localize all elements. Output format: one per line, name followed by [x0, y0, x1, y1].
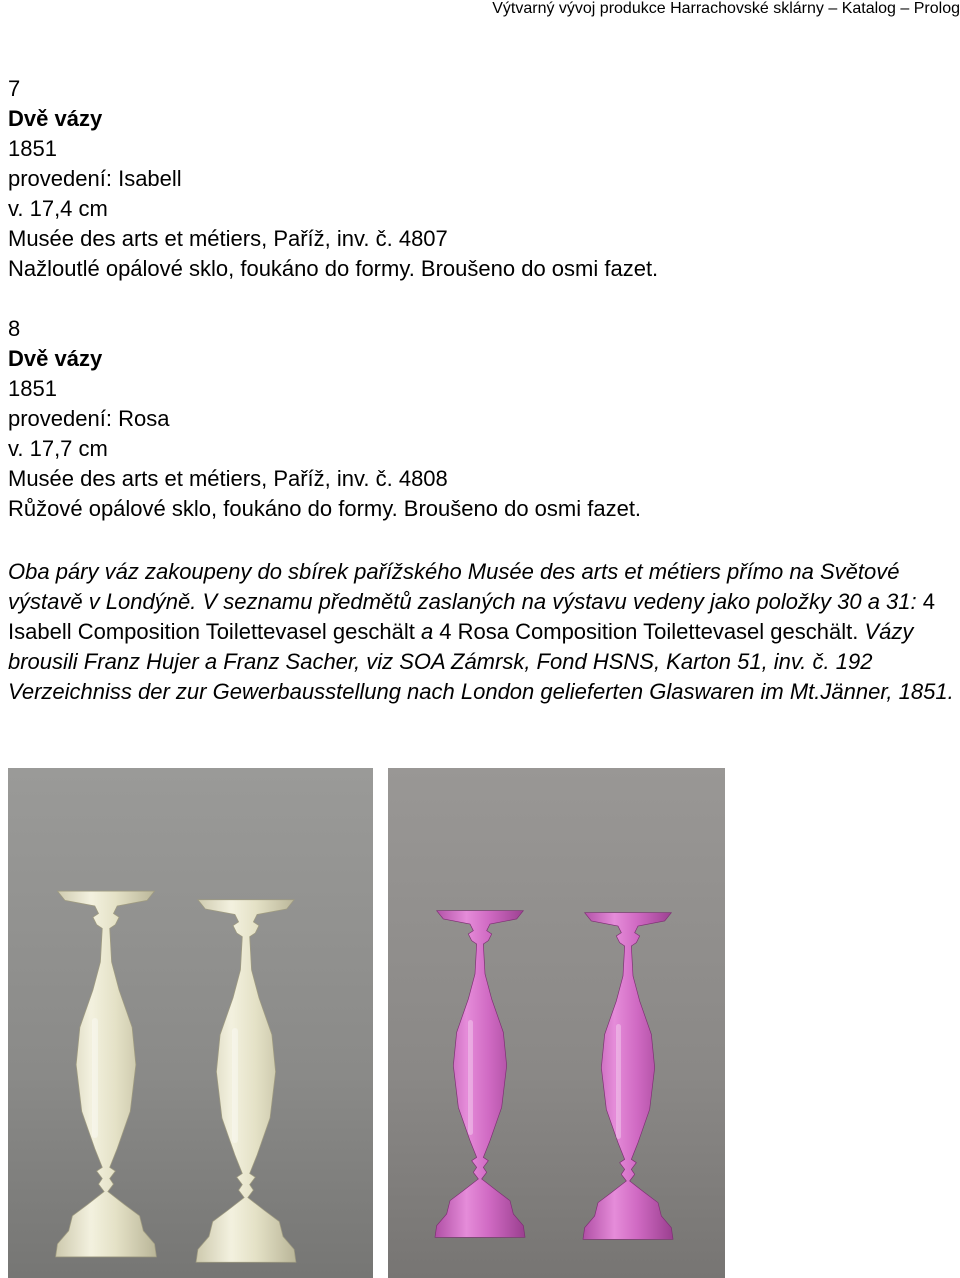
note-text: Vázy brousili Franz Hujer a Franz Sacher, viz SOA Zámrsk, Fond HSNS, Karton 51, inv. č. 192 Verzeichniss der zur Gewerbausstellung nach London gelieferten Glaswaren im Mt.Jänner, 1851. [8, 619, 954, 704]
entry-year: 1851 [8, 136, 57, 161]
provenance-note [8, 557, 958, 707]
note-quote-isabell: 4 Isabell Composition Toilettevasel geschält [8, 589, 935, 644]
entry-title: Dvě vázy [8, 346, 103, 371]
note-text: a [414, 619, 440, 644]
photo-isabell-vases [8, 768, 373, 1278]
entry-variant: provedení: Isabell [8, 166, 182, 191]
entry-number: 7 [8, 76, 21, 101]
entry-height: v. 17,4 cm [8, 196, 108, 221]
entry-title: Dvě vázy [8, 106, 103, 131]
entry-collection: Musée des arts et métiers, Paříž, inv. č. 4807 [8, 226, 448, 251]
entry-year: 1851 [8, 376, 57, 401]
note-quote-rosa: 4 Rosa Composition Toilettevasel geschält. [439, 619, 859, 644]
note-text: Oba páry váz zakoupeny do sbírek pařížského Musée des arts et métiers přímo na Světové výstavě v Londýně. V seznamu předmětů zaslaných na výstavu vedeny jako položky 30 a 31: [8, 559, 923, 614]
entry-height: v. 17,7 cm [8, 436, 108, 461]
catalog-entry-8 [8, 314, 641, 524]
isabell-vases-image [8, 768, 373, 1278]
running-header: Výtvarný vývoj produkce Harrachovské sklárny – Katalog – Prolog [492, 0, 960, 17]
entry-number: 8 [8, 316, 21, 341]
entry-description: Nažloutlé opálové sklo, foukáno do formy. Broušeno do osmi fazet. [8, 256, 659, 281]
rosa-vases-image [388, 768, 725, 1278]
entry-description: Růžové opálové sklo, foukáno do formy. Broušeno do osmi fazet. [8, 496, 642, 521]
entry-collection: Musée des arts et métiers, Paříž, inv. č. 4808 [8, 466, 448, 491]
photo-rosa-vases [388, 768, 725, 1278]
entry-variant: provedení: Rosa [8, 406, 170, 431]
catalog-entry-7 [8, 74, 658, 284]
